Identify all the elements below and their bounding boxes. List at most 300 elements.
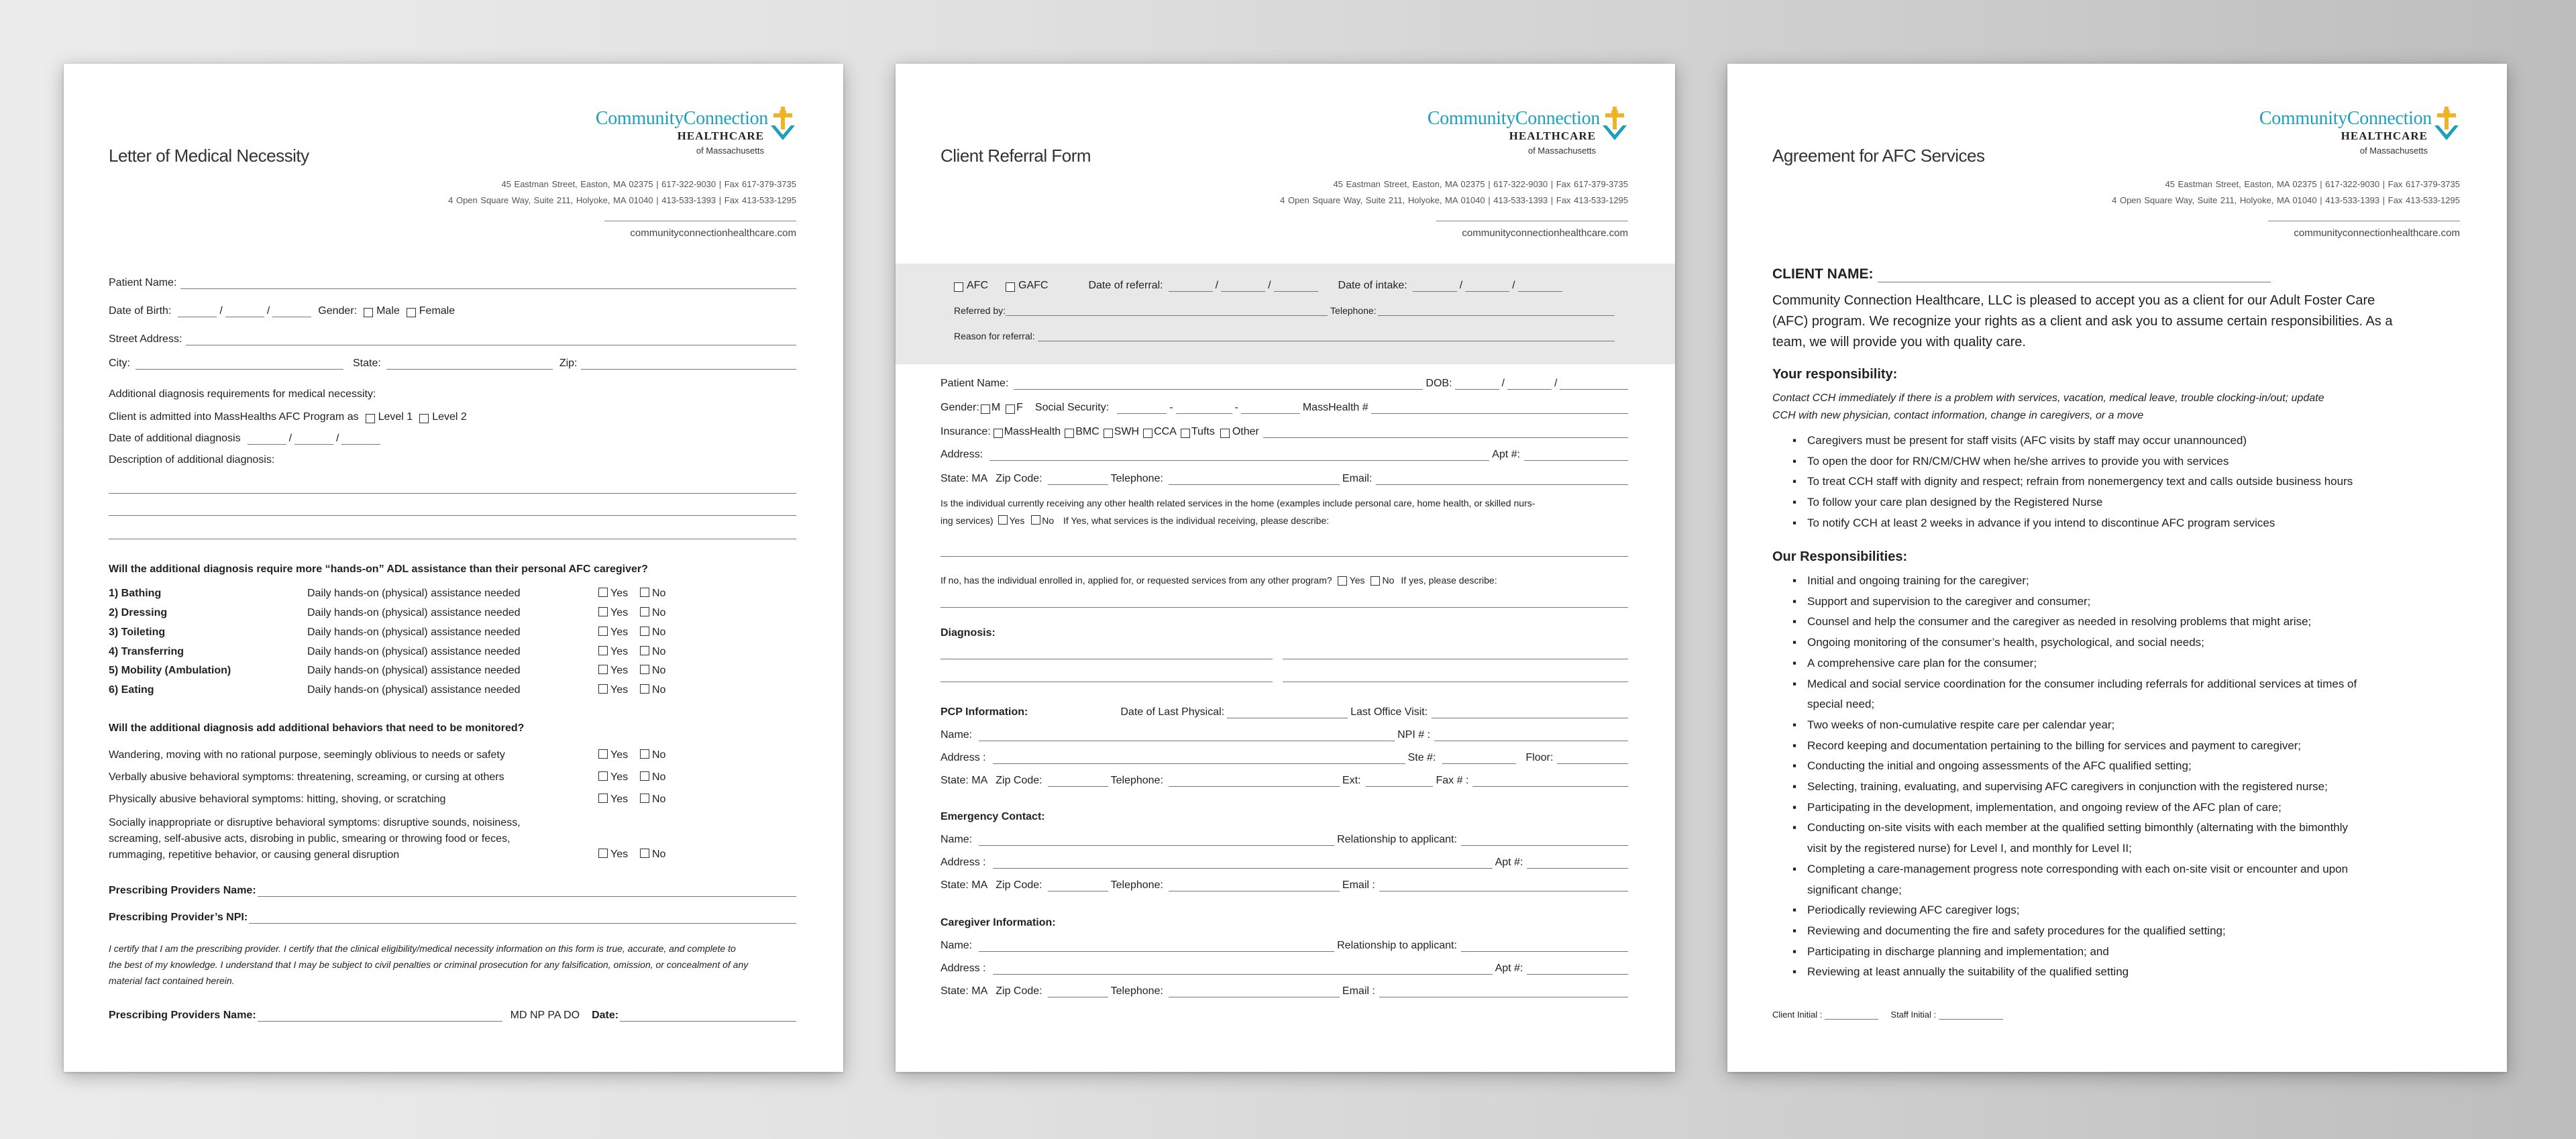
zip-code-label: Zip Code: [996, 473, 1042, 484]
yes-checkbox[interactable] [598, 849, 608, 858]
emergency-email-label: Email : [1342, 879, 1375, 891]
logo-mark-icon [1601, 105, 1628, 146]
behavior-text: Physically abusive behavioral symptoms: hitting, shoving, or scratching [109, 794, 446, 805]
logo-sub: HEALTHCARE [677, 129, 764, 142]
pcp-heading: PCP Information: [941, 706, 1028, 718]
address-row [941, 449, 1628, 461]
client-referral-form-page [896, 64, 1675, 1072]
adl-row [109, 607, 796, 622]
ssn-part3-field[interactable] [1241, 404, 1300, 414]
emergency-apt-field[interactable] [1527, 859, 1628, 869]
list-item: ▪ To open the door for RN/CM/CHW when he/she arrives to provide you with services [1802, 451, 2426, 472]
referral-year-field[interactable] [1274, 282, 1318, 292]
ins-swh-label: SWH [1114, 426, 1140, 437]
adl-desc: Daily hands-on (physical) assistance needed [307, 607, 521, 618]
logo-sub2: of Massachusetts [1527, 146, 1596, 156]
ins-bmc-checkbox[interactable] [1065, 429, 1074, 438]
letter-of-medical-necessity-page [64, 64, 843, 1072]
website: communityconnectionhealthcare.com [2294, 227, 2460, 239]
pcp-address-field[interactable] [993, 755, 1405, 764]
ins-swh-checkbox[interactable] [1104, 429, 1113, 438]
dob-day-field[interactable] [225, 308, 264, 317]
list-item: ▪ A comprehensive care plan for the consumer; [1802, 653, 2426, 674]
list-item: ▪ Support and supervision to the caregiver and consumer; [1802, 592, 2426, 612]
our-responsibilities-heading: Our Responsibilities: [1772, 549, 1908, 564]
no-label: No [652, 849, 666, 860]
staff-initial-field[interactable] [1939, 1010, 2003, 1020]
patient-name-field[interactable] [1014, 380, 1423, 390]
adl-name: 4) Transferring [109, 646, 184, 657]
ext-field[interactable] [1366, 777, 1433, 787]
pcp-address-row [941, 752, 1628, 764]
list-item: ▪ To follow your care plan designed by the Registered Nurse [1802, 492, 2426, 513]
adl-name: 5) Mobility (Ambulation) [109, 665, 231, 676]
q2-answer-line[interactable] [941, 607, 1628, 608]
signature-name-label: Prescribing Providers Name: [109, 1010, 256, 1021]
referred-by-label: Referred by: [954, 305, 1006, 316]
q1-no-label: No [1042, 515, 1055, 526]
intake-year-field[interactable] [1518, 282, 1562, 292]
yes-checkbox[interactable] [598, 607, 608, 616]
last-physical-label: Date of Last Physical: [1120, 706, 1225, 718]
behavior-4-line-3: rummaging, repetitive behavior, or causing general disruption [109, 849, 400, 861]
zip-code-field[interactable] [1048, 476, 1108, 485]
yes-checkbox[interactable] [598, 588, 608, 597]
behavior-4-answer [109, 849, 796, 863]
pcp-telephone-label: Telephone: [1110, 775, 1163, 786]
dob-month-field[interactable] [1455, 380, 1499, 390]
gender-label: Gender: [941, 402, 979, 413]
ste-label: Ste #: [1407, 752, 1436, 763]
floor-label: Floor: [1525, 752, 1554, 763]
npi-label: NPI # : [1397, 729, 1431, 741]
afc-checkbox[interactable] [954, 282, 963, 292]
no-label: No [652, 627, 666, 638]
your-responsibility-list [1802, 431, 2426, 534]
logo-sub2: of Massachusetts [696, 146, 764, 156]
agreement-afc-services-page [1727, 64, 2507, 1072]
gender-label: Gender: [318, 305, 358, 317]
other-services-question [941, 494, 1535, 529]
q1-line-2: ing services) [941, 515, 994, 526]
emergency-label: Emergency Contact: [941, 811, 1045, 822]
page-title: Letter of Medical Necessity [109, 146, 309, 166]
q2-yes-label: Yes [1349, 575, 1365, 586]
signature-date-field[interactable] [620, 1012, 796, 1022]
intro-line-3: team, we will provide you with quality care. [1772, 335, 2026, 349]
yes-checkbox[interactable] [598, 665, 608, 674]
desc-line-1[interactable] [109, 493, 796, 494]
ssn-part2-field[interactable] [1176, 404, 1232, 414]
street-row [109, 333, 796, 345]
list-item: ▪ Reviewing and documenting the fire and safety procedures for the qualified setting; [1802, 921, 2426, 942]
address-line-1: 45 Eastman Street, Easton, MA 02375 | 617-322-9030 | Fax 617-379-3735 [1333, 179, 1628, 189]
caregiver-email-label: Email : [1342, 985, 1375, 997]
behavior-question [109, 722, 796, 735]
emergency-telephone-label: Telephone: [1110, 879, 1163, 891]
zip-label: Zip: [559, 358, 578, 369]
date-add-diag-row: Date of additional diagnosis / / [109, 433, 796, 445]
yes-checkbox[interactable] [598, 771, 608, 781]
intake-day-field[interactable] [1465, 282, 1509, 292]
ins-other-checkbox[interactable] [1220, 429, 1230, 438]
yes-label: Yes [610, 627, 629, 638]
masshealth-label: MassHealth # [1302, 402, 1368, 413]
adl-name: 6) Eating [109, 684, 154, 696]
logo-sub: HEALTHCARE [1509, 129, 1596, 142]
fax-field[interactable] [1472, 777, 1628, 787]
dob-gender-row: Date of Birth: / / Gender: Male Female [109, 305, 455, 317]
no-checkbox[interactable] [640, 627, 649, 636]
caregiver-apt-field[interactable] [1527, 965, 1628, 975]
caregiver-address-label: Address : [941, 963, 986, 974]
patient-name-label: Patient Name: [941, 378, 1009, 389]
list-item: ▪ Periodically reviewing AFC caregiver logs; [1802, 900, 2426, 921]
prescribing-name-field[interactable] [258, 887, 796, 897]
no-checkbox[interactable] [640, 646, 649, 655]
no-checkbox[interactable] [640, 794, 649, 803]
address-field[interactable] [989, 451, 1489, 461]
relationship-label: Relationship to applicant: [1337, 834, 1457, 845]
list-item: ▪ Caregivers must be present for staff visits (AFC visits by staff may occur unannounced) [1802, 431, 2426, 451]
desc-add-diag-label: Description of additional diagnosis: [109, 454, 275, 466]
f-checkbox[interactable] [1006, 404, 1015, 414]
adl-name: 3) Toileting [109, 627, 166, 638]
state-ma-label: State: MA [941, 473, 988, 484]
desc-line-2[interactable] [109, 515, 796, 516]
client-name-row [1772, 266, 2460, 282]
cert-line-1: I certify that I am the prescribing provider. I certify that the clinical eligibility/medical necessity information on this form is true, accurate, and complete to [109, 943, 736, 954]
reason-field[interactable] [1038, 332, 1615, 341]
city-state-zip-row [109, 358, 796, 370]
caregiver-telephone-label: Telephone: [1110, 985, 1163, 997]
caregiver-relationship-label: Relationship to applicant: [1337, 940, 1457, 951]
list-item: special need; [1807, 698, 1875, 711]
emergency-name-row [941, 834, 1628, 846]
no-checkbox[interactable] [640, 749, 649, 759]
logo-title: CommunityConnection [595, 108, 768, 129]
caregiver-zip-field[interactable] [1048, 988, 1108, 997]
emergency-email-field[interactable] [1379, 882, 1628, 891]
patient-name-label: Patient Name: [109, 277, 177, 288]
signature-name-field[interactable] [258, 1012, 502, 1022]
yes-checkbox[interactable] [598, 749, 608, 759]
no-label: No [652, 588, 666, 599]
page-title: Client Referral Form [941, 146, 1091, 166]
contact-line-1: Contact CCH immediately if there is a problem with services, vacation, medical leave, trouble clocking-in/out; update [1772, 392, 2324, 404]
level2-checkbox[interactable] [419, 414, 429, 423]
yes-label: Yes [610, 794, 629, 805]
pcp-name-label: Name: [941, 729, 973, 741]
ssn-label: Social Security: [1034, 402, 1110, 413]
level1-checkbox[interactable] [366, 414, 375, 423]
street-label: Street Address: [109, 333, 182, 345]
staff-initial-label: Staff Initial : [1890, 1010, 1937, 1020]
relationship-field[interactable] [1461, 836, 1628, 846]
last-visit-field[interactable] [1432, 709, 1628, 718]
adl-desc: Daily hands-on (physical) assistance needed [307, 588, 521, 599]
list-item: ▪ To treat CCH staff with dignity and respect; refrain from nonemergency text and calls outside business hours [1802, 472, 2426, 492]
referral-day-field[interactable] [1221, 282, 1265, 292]
adl-desc: Daily hands-on (physical) assistance needed [307, 646, 521, 657]
yes-label: Yes [610, 588, 629, 599]
zip-code-label: Zip Code: [996, 879, 1042, 891]
ins-other-field[interactable] [1263, 429, 1628, 438]
pcp-zip-field[interactable] [1048, 777, 1108, 787]
city-label: City: [109, 358, 130, 369]
logo-mark-icon [769, 105, 796, 146]
website: communityconnectionhealthcare.com [630, 227, 796, 239]
last-physical-field[interactable] [1227, 709, 1348, 718]
company-logo [568, 105, 796, 159]
emergency-state-row [941, 879, 1628, 891]
q2-label: If no, has the individual enrolled in, applied for, or requested services from any other program? [941, 575, 1332, 586]
behavior-4-line-2: screaming, self-abusive acts, disrobing in public, smearing or throwing food or feces, [109, 833, 511, 845]
list-item: ▪ Conducting on-site visits with each member at the qualified setting bimonthly (alternating with the bimonthly [1802, 818, 2426, 838]
program-dates-row: AFC GAFC Date of referral: / / Date of intake: / / [954, 280, 1628, 292]
caregiver-address-field[interactable] [993, 965, 1493, 975]
q1-yes-checkbox[interactable] [998, 515, 1008, 525]
caregiver-telephone-field[interactable] [1169, 988, 1340, 997]
pcp-state-row [941, 775, 1628, 787]
signature-date-label: Date: [592, 1010, 619, 1021]
no-label: No [652, 684, 666, 696]
prescribing-npi-row [109, 912, 796, 924]
state-label: State: [353, 358, 381, 369]
ext-label: Ext: [1342, 775, 1361, 786]
ins-tufts-checkbox[interactable] [1181, 429, 1190, 438]
q2-yes-checkbox[interactable] [1338, 576, 1347, 586]
female-checkbox[interactable] [407, 308, 416, 317]
dob-label: DOB: [1426, 378, 1452, 389]
adl-question-label: Will the additional diagnosis require more “hands-on” ADL assistance than their personal AFC caregiver? [109, 563, 648, 575]
list-item: ▪ Two weeks of non-cumulative respite care per calendar year; [1802, 715, 2426, 736]
no-label: No [652, 794, 666, 805]
adl-desc: Daily hands-on (physical) assistance needed [307, 627, 521, 638]
referred-by-field[interactable] [1006, 307, 1328, 316]
yes-checkbox[interactable] [598, 646, 608, 655]
ins-bmc-label: BMC [1075, 426, 1099, 437]
list-item: ▪ Participating in discharge planning and implementation; and [1802, 942, 2426, 963]
referral-month-field[interactable] [1169, 282, 1213, 292]
yes-label: Yes [610, 771, 629, 783]
client-initial-label: Client Initial : [1772, 1010, 1823, 1020]
zip-code-label: Zip Code: [996, 775, 1042, 786]
adl-row [109, 627, 796, 641]
no-checkbox[interactable] [640, 771, 649, 781]
email-field[interactable] [1376, 476, 1628, 485]
no-label: No [652, 646, 666, 657]
dob-day-field[interactable] [1507, 380, 1552, 390]
prescribing-name-label: Prescribing Providers Name: [109, 885, 256, 896]
your-responsibility-heading: Your responsibility: [1772, 367, 1898, 382]
list-item: ▪ To notify CCH at least 2 weeks in advance if you intend to discontinue AFC program services [1802, 513, 2426, 534]
diagnosis-label: Diagnosis: [941, 627, 996, 639]
ins-other-label: Other [1232, 426, 1259, 437]
emergency-name-label: Name: [941, 834, 973, 845]
caregiver-name-field[interactable] [979, 942, 1334, 952]
client-name-label: CLIENT NAME: [1772, 266, 1874, 282]
dob-month-field[interactable] [178, 308, 217, 317]
gafc-checkbox[interactable] [1006, 282, 1015, 292]
ins-masshealth-label: MassHealth [1004, 426, 1061, 437]
q1-answer-line[interactable] [941, 556, 1628, 557]
behavior-question-label: Will the additional diagnosis add additional behaviors that need to be monitored? [109, 722, 525, 734]
client-level-row [109, 411, 796, 423]
our-responsibilities-list [1802, 571, 2426, 983]
diag-month-field[interactable] [248, 435, 286, 445]
list-item: ▪ Initial and ongoing training for the caregiver; [1802, 571, 2426, 592]
logo-title: CommunityConnection [1427, 108, 1600, 129]
m-checkbox[interactable] [981, 404, 990, 414]
date-referral-label: Date of referral: [1088, 280, 1163, 291]
caregiver-address-row [941, 963, 1628, 975]
no-label: No [652, 607, 666, 618]
list-item: ▪ Counsel and help the consumer and the caregiver as needed in resolving problems that might arise; [1802, 612, 2426, 633]
diag-year-field[interactable] [341, 435, 380, 445]
caregiver-relationship-field[interactable] [1461, 942, 1628, 952]
contact-line-2: CCH with new physician, contact information, change in caregivers, or a move [1772, 410, 2144, 421]
emergency-address-field[interactable] [993, 859, 1493, 869]
company-logo [2232, 105, 2460, 159]
email-label: Email: [1342, 473, 1373, 484]
male-label: Male [376, 305, 400, 317]
adl-name: 1) Bathing [109, 588, 162, 599]
q1-no-checkbox[interactable] [1031, 515, 1040, 525]
emergency-apt-label: Apt #: [1495, 857, 1523, 868]
telephone-field[interactable] [1169, 476, 1340, 485]
emergency-name-field[interactable] [979, 836, 1334, 846]
caregiver-state-row [941, 985, 1628, 997]
adl-row [109, 588, 796, 602]
contact-instructions [1772, 390, 2460, 425]
q1-yes-label: Yes [1009, 515, 1025, 526]
no-checkbox[interactable] [640, 588, 649, 597]
referred-by-row [954, 305, 1628, 316]
no-checkbox[interactable] [640, 684, 649, 694]
state-ma-label: State: MA [941, 775, 988, 786]
diag-day-field[interactable] [294, 435, 333, 445]
adl-row [109, 665, 796, 680]
level2-label: Level 2 [432, 411, 467, 423]
masshealth-field[interactable] [1371, 404, 1628, 414]
list-item: ▪ Ongoing monitoring of the consumer’s health, psychological, and social needs; [1802, 633, 2426, 653]
q1-tail: If Yes, what services is the individual receiving, please describe: [1063, 515, 1330, 526]
behavior-text: Wandering, moving with no rational purpose, seemingly oblivious to needs or safety [109, 749, 505, 761]
caregiver-apt-label: Apt #: [1495, 963, 1523, 974]
yes-checkbox[interactable] [598, 794, 608, 803]
add-diag-req-heading [109, 388, 796, 400]
adl-name: 2) Dressing [109, 607, 168, 618]
pcp-name-row [941, 729, 1628, 741]
prescribing-name-row [109, 885, 796, 897]
q2-no-label: No [1382, 575, 1395, 586]
patient-name-field[interactable] [180, 280, 796, 289]
m-label: M [991, 402, 1001, 413]
yes-label: Yes [610, 607, 629, 618]
dob-year-field[interactable] [272, 308, 311, 317]
no-checkbox[interactable] [640, 607, 649, 616]
prescribing-npi-field[interactable] [249, 914, 796, 924]
client-initial-field[interactable] [1825, 1010, 1878, 1020]
npi-field[interactable] [1434, 732, 1628, 741]
q2-tail: If yes, please describe: [1401, 575, 1497, 586]
desc-add-diag-row [109, 454, 796, 466]
apt-label: Apt #: [1492, 449, 1520, 460]
male-checkbox[interactable] [364, 308, 373, 317]
patient-name-row [109, 277, 796, 289]
city-field[interactable] [136, 360, 343, 370]
list-item: ▪ Completing a care-management progress note corresponding with each on-site visit or encounter and upon [1802, 859, 2426, 880]
logo-title: CommunityConnection [2259, 108, 2432, 129]
no-checkbox[interactable] [640, 849, 649, 858]
q2-no-checkbox[interactable] [1371, 576, 1380, 586]
telephone-label: Telephone: [1110, 473, 1163, 484]
referral-telephone-field[interactable] [1378, 307, 1615, 316]
female-label: Female [419, 305, 455, 317]
yes-checkbox[interactable] [598, 627, 608, 636]
intro-line-2: (AFC) program. We recognize your rights as a client and ask you to assume certain responsibilities. As a [1772, 314, 2393, 329]
ste-field[interactable] [1442, 755, 1516, 764]
pcp-telephone-field[interactable] [1169, 777, 1340, 787]
referral-telephone-label: Telephone: [1330, 305, 1377, 316]
intake-month-field[interactable] [1413, 282, 1457, 292]
cert-line-3: material fact contained herein. [109, 975, 235, 986]
no-checkbox[interactable] [640, 665, 649, 674]
date-intake-label: Date of intake: [1338, 280, 1407, 291]
other-program-question [941, 575, 1628, 586]
insurance-row [941, 426, 1628, 438]
apt-field[interactable] [1524, 451, 1628, 461]
ssn-part1-field[interactable] [1117, 404, 1167, 414]
company-logo [1400, 105, 1628, 159]
list-item: significant change; [1807, 883, 1902, 896]
client-name-field[interactable] [1878, 273, 2271, 282]
emergency-zip-field[interactable] [1048, 882, 1108, 891]
ins-masshealth-checkbox[interactable] [994, 429, 1003, 438]
pcp-name-field[interactable] [979, 732, 1395, 741]
behavior-text: Verbally abusive behavioral symptoms: threatening, screaming, or cursing at others [109, 771, 504, 783]
credentials-label: MD NP PA DO [510, 1010, 580, 1021]
caregiver-email-field[interactable] [1379, 988, 1628, 997]
patient-name-dob-row: Patient Name: DOB: / / [941, 378, 1628, 390]
emergency-telephone-field[interactable] [1169, 882, 1340, 891]
street-field[interactable] [186, 336, 796, 345]
reason-row [954, 331, 1628, 341]
list-item: ▪ Conducting the initial and ongoing assessments of the AFC qualified setting; [1802, 756, 2426, 777]
dob-year-field[interactable] [1560, 380, 1628, 390]
adl-desc: Daily hands-on (physical) assistance needed [307, 665, 521, 676]
gafc-label: GAFC [1018, 280, 1049, 291]
zip-code-label: Zip Code: [996, 985, 1042, 997]
floor-field[interactable] [1557, 755, 1628, 764]
dob-label: Date of Birth: [109, 305, 172, 317]
yes-checkbox[interactable] [598, 684, 608, 694]
state-field[interactable] [386, 360, 553, 370]
signature-row [109, 1010, 796, 1022]
address-line-2: 4 Open Square Way, Suite 211, Holyoke, MA 01040 | 413-533-1393 | Fax 413-533-1295 [448, 195, 796, 205]
yes-label: Yes [610, 646, 629, 657]
state-ma-label: State: MA [941, 985, 988, 997]
date-add-diag-label: Date of additional diagnosis [109, 433, 241, 444]
ins-cca-checkbox[interactable] [1143, 429, 1152, 438]
yes-label: Yes [610, 665, 629, 676]
list-item: ▪ Record keeping and documentation pertaining to the billing for services and payment to caregiver; [1802, 736, 2426, 757]
pcp-row [941, 706, 1628, 718]
zip-field[interactable] [581, 360, 796, 370]
client-admitted-label: Client is admitted into MassHealths AFC Program as [109, 411, 359, 423]
page-title: Agreement for AFC Services [1772, 146, 1985, 166]
